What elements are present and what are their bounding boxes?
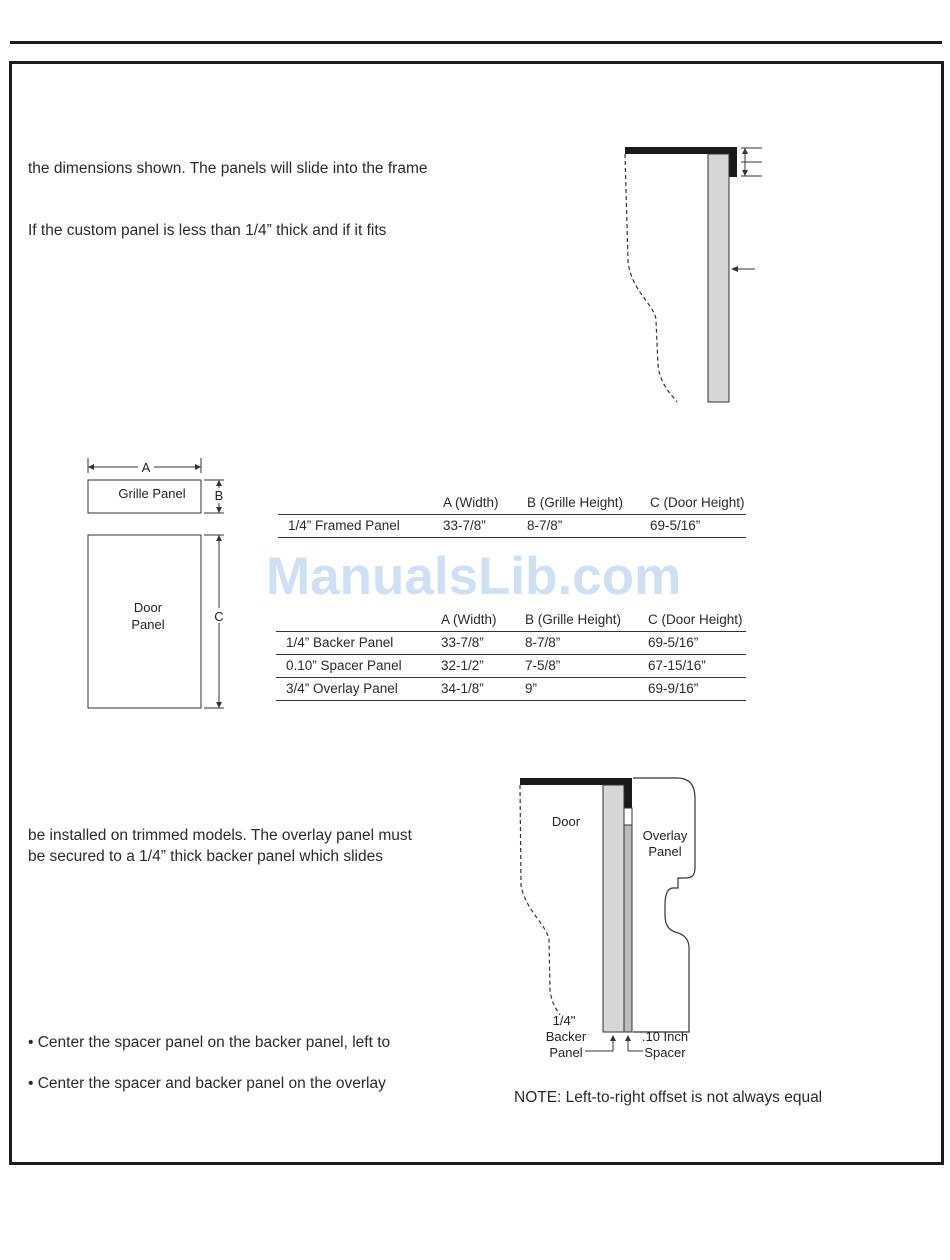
spacer-pointer-arrow <box>625 1035 631 1041</box>
row-width: 32-1/2” <box>441 658 484 673</box>
dim-a-arrow-left <box>88 464 94 470</box>
overlay-panel-outline <box>633 778 695 1032</box>
table-header <box>278 492 746 514</box>
dim-c-arrow-down <box>216 702 222 708</box>
row-door-height: 69-5/16” <box>650 518 701 533</box>
instruction-text-3: be installed on trimmed models. The overlay panel must <box>28 827 412 844</box>
dim-b-arrow-down <box>216 507 222 513</box>
row-door-height: 67-15/16” <box>648 658 706 673</box>
header-grille-height: B (Grille Height) <box>525 612 622 627</box>
bullet-text-2: • Center the spacer and backer panel on the overlay <box>28 1075 386 1092</box>
row-label: 3/4” Overlay Panel <box>286 681 398 696</box>
row-label: 0.10” Spacer Panel <box>286 658 402 673</box>
dim-c-label: C <box>214 609 224 624</box>
dim-arrow-down <box>742 170 748 176</box>
frame-top-bar <box>625 147 737 154</box>
dim-b-arrow-up <box>216 480 222 486</box>
frame-side-lip <box>729 147 737 177</box>
framed-panel-table <box>278 492 746 538</box>
row-width: 33-7/8” <box>443 518 486 533</box>
pointer-arrow <box>731 266 738 272</box>
header-width: A (Width) <box>441 612 497 627</box>
row-door-height: 69-5/16” <box>648 635 699 650</box>
frame-top-bar <box>520 778 632 785</box>
row-grille-height: 7-5/8” <box>525 658 561 673</box>
dim-c-arrow-up <box>216 535 222 541</box>
table-row <box>276 655 746 678</box>
row-grille-height: 9” <box>525 681 538 696</box>
overlay-label-1: Overlay <box>642 828 688 843</box>
table-header <box>276 609 746 631</box>
row-grille-height: 8-7/8” <box>527 518 563 533</box>
row-door-height: 69-9/16” <box>648 681 699 696</box>
table-row <box>276 631 746 655</box>
watermark: ManualsLib.com <box>266 547 682 606</box>
top-rule <box>10 41 942 44</box>
offset-note: NOTE: Left-to-right offset is not always equal <box>514 1089 823 1106</box>
spacer-label-1: .10 Inch <box>641 1029 689 1044</box>
dim-b-label: B <box>214 488 224 503</box>
row-label: 1/4” Framed Panel <box>288 518 400 533</box>
spacer-gap <box>624 808 632 825</box>
instruction-text-4: be secured to a 1/4” thick backer panel which slides <box>28 848 383 865</box>
panel-slot <box>708 154 729 402</box>
overlay-label-2: Panel <box>648 844 682 859</box>
grille-panel-label: Grille Panel <box>118 486 186 501</box>
dim-a-label: A <box>141 460 151 475</box>
dim-arrow-up <box>742 148 748 154</box>
row-width: 34-1/8” <box>441 681 484 696</box>
panel-dimensions-diagram <box>80 455 240 720</box>
table-row <box>278 514 746 538</box>
backer-label-1: 1/4" <box>552 1013 576 1028</box>
header-width: A (Width) <box>443 495 499 510</box>
backer-pointer-arrow <box>610 1035 616 1041</box>
bullet-text-1: • Center the spacer panel on the backer panel, left to <box>28 1034 391 1051</box>
spacer-label-2: Spacer <box>644 1045 686 1060</box>
backer-label-2: Backer <box>545 1029 587 1044</box>
row-label: 1/4” Backer Panel <box>286 635 394 650</box>
backer-label-3: Panel <box>549 1045 583 1060</box>
door-panel-label-1: Door <box>133 600 163 615</box>
door-label: Door <box>551 814 581 829</box>
overlay-panel-section-diagram <box>505 770 715 1065</box>
instruction-text-1: the dimensions shown. The panels will slide into the frame <box>28 160 428 177</box>
backer-panel <box>603 785 624 1032</box>
header-door-height: C (Door Height) <box>648 612 743 627</box>
framed-panel-section-diagram <box>600 140 780 410</box>
row-width: 33-7/8” <box>441 635 484 650</box>
overlay-panel-table <box>276 609 746 701</box>
header-grille-height: B (Grille Height) <box>527 495 624 510</box>
header-door-height: C (Door Height) <box>650 495 745 510</box>
dim-a-arrow-right <box>195 464 201 470</box>
row-grille-height: 8-7/8” <box>525 635 561 650</box>
table-row <box>276 678 746 701</box>
door-outline-dashed <box>625 154 677 402</box>
spacer-panel <box>624 825 632 1032</box>
instruction-text-2: If the custom panel is less than 1/4” thick and if it fits <box>28 222 387 239</box>
door-panel-label-2: Panel <box>131 617 165 632</box>
frame-side-lip <box>624 778 632 808</box>
